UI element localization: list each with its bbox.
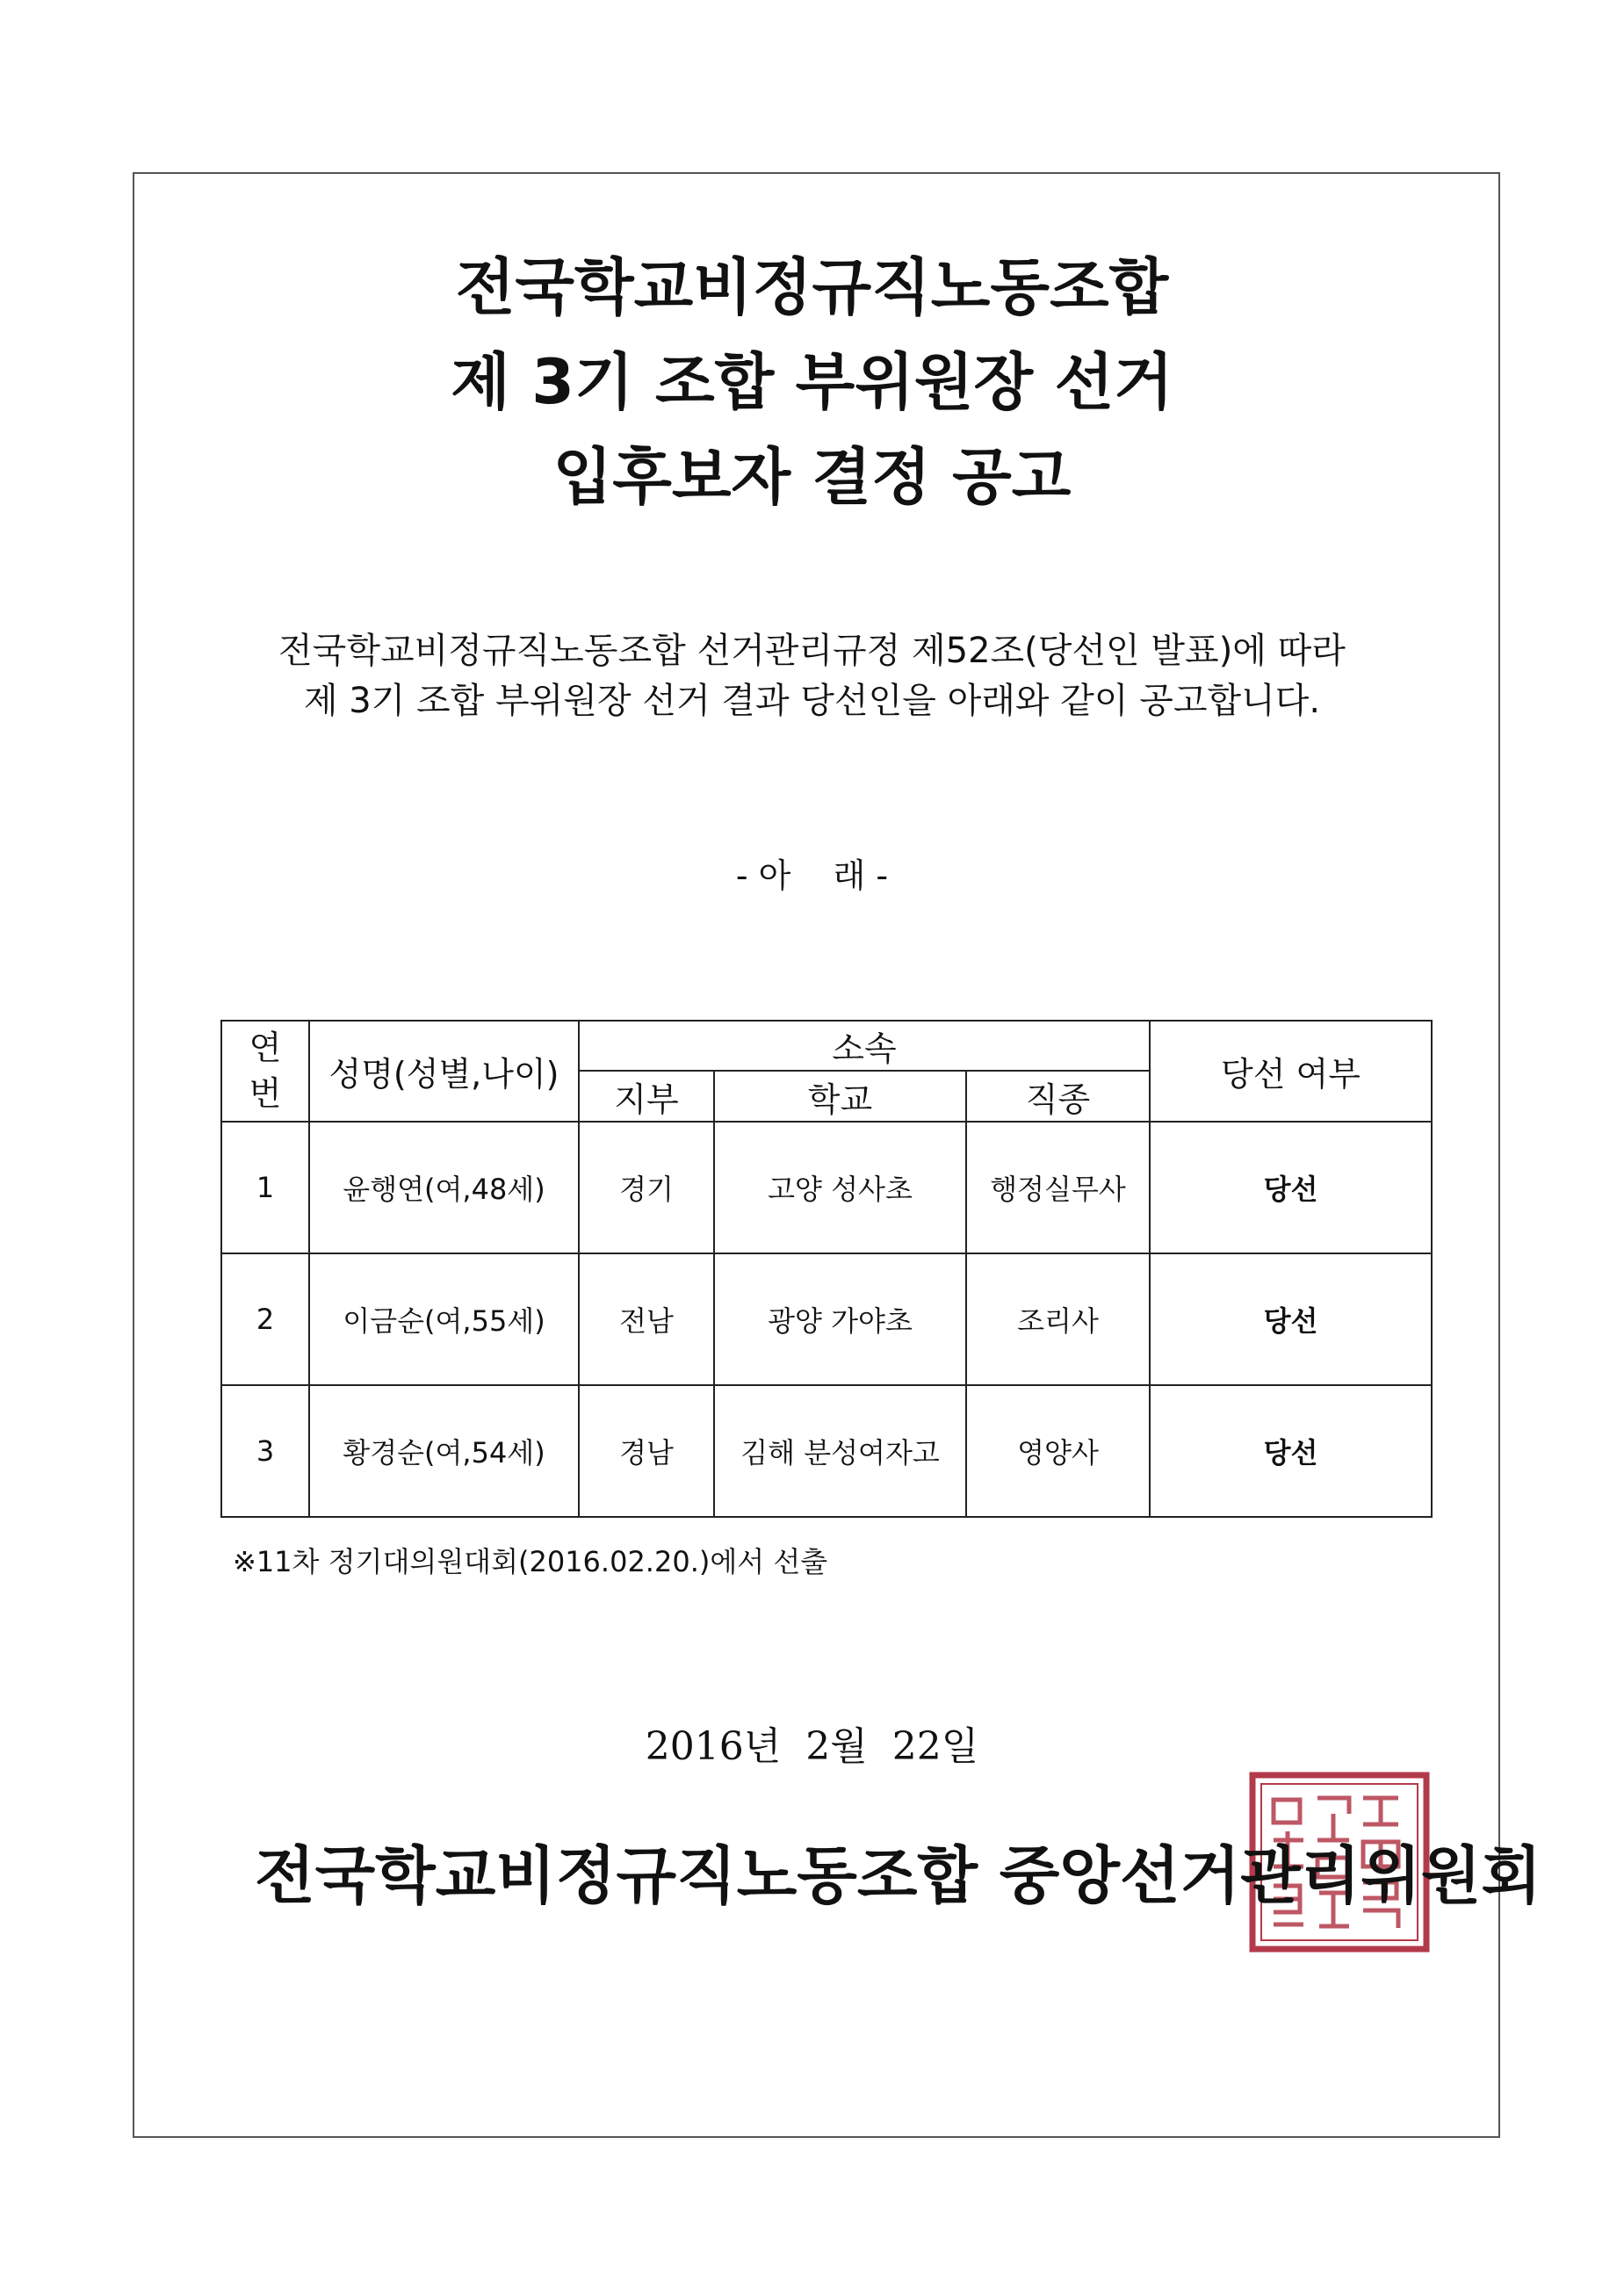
cell-result: 당선	[1150, 1122, 1432, 1253]
intro-line-2: 제 3기 조합 부위원장 선거 결과 당선인을 아래와 같이 공고합니다.	[303, 681, 1321, 721]
cell-name: 황경순(여,54세)	[309, 1385, 579, 1517]
title-line-1: 전국학교비정규직노동조합	[455, 251, 1169, 323]
table-row	[221, 1385, 1432, 1517]
cell-result: 당선	[1150, 1385, 1432, 1517]
cell-number: 2	[221, 1253, 309, 1385]
below-heading: - 아 래 -	[735, 856, 889, 895]
header-job: 직종	[966, 1071, 1150, 1122]
cell-number: 1	[221, 1122, 309, 1253]
cell-branch: 경남	[579, 1385, 714, 1517]
cell-school: 김해 분성여자고	[714, 1385, 966, 1517]
election-note: ※11차 정기대의원대회(2016.02.20.)에서 선출	[233, 1545, 828, 1578]
cell-school: 광양 가야초	[714, 1253, 966, 1385]
table-row	[221, 1253, 1432, 1385]
header-branch: 지부	[579, 1071, 714, 1122]
cell-name: 이금순(여,55세)	[309, 1253, 579, 1385]
organization-name: 전국학교비정규직노동조합 중앙선거관리위원회	[255, 1839, 1542, 1912]
header-school: 학교	[714, 1071, 966, 1122]
header-number: 연 번	[221, 1021, 309, 1122]
table-row	[221, 1122, 1432, 1253]
cell-number: 3	[221, 1385, 309, 1517]
cell-branch: 전남	[579, 1253, 714, 1385]
announcement-date: 2016년 2월 22일	[645, 1724, 979, 1769]
header-affiliation: 소속	[579, 1021, 1150, 1071]
results-table	[220, 1020, 1433, 1518]
header-result: 당선 여부	[1150, 1021, 1432, 1122]
header-name: 성명(성별,나이)	[309, 1021, 579, 1122]
title-line-3: 입후보자 결정 공고	[552, 441, 1072, 513]
cell-job: 영양사	[966, 1385, 1150, 1517]
cell-result: 당선	[1150, 1253, 1432, 1385]
cell-job: 행정실무사	[966, 1122, 1150, 1253]
cell-name: 윤행연(여,48세)	[309, 1122, 579, 1253]
cell-school: 고양 성사초	[714, 1122, 966, 1253]
intro-line-1: 전국학교비정규직노동조합 선거관리규정 제52조(당선인 발표)에 따라	[278, 631, 1346, 671]
cell-job: 조리사	[966, 1253, 1150, 1385]
title-line-2: 제 3기 조합 부위원장 선거	[451, 346, 1173, 418]
cell-branch: 경기	[579, 1122, 714, 1253]
